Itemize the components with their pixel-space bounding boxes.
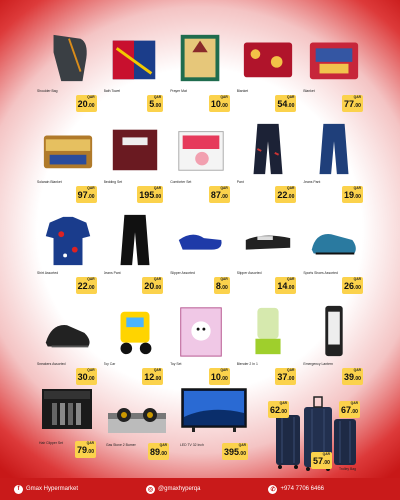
product-desc: Gas Stove 2 Burner: [106, 443, 136, 447]
product-card[interactable]: [302, 25, 369, 116]
product-desc: Emergency Lantern: [303, 362, 333, 366]
product-image: [107, 29, 163, 87]
tv-image: [180, 387, 248, 435]
product-card[interactable]: [302, 116, 369, 207]
price-tag: QAR 79.00: [75, 441, 96, 458]
product-image: [306, 29, 362, 87]
price-currency: QAR: [287, 277, 295, 281]
product-image: [240, 211, 296, 269]
price-currency: QAR: [153, 186, 162, 190]
product-image: [173, 302, 229, 360]
price-tag: [142, 277, 163, 294]
product-image: [40, 120, 96, 178]
product-desc: Blanket: [303, 89, 315, 93]
price-value: 8.00: [215, 280, 228, 291]
product-row: [36, 116, 369, 207]
price-tag: [147, 95, 163, 112]
facebook-icon: f: [14, 485, 23, 494]
product-desc: Toy Car: [103, 362, 116, 366]
price-value: 30.00: [77, 371, 95, 382]
price-value: 22.00: [77, 280, 95, 291]
product-image: [40, 211, 96, 269]
product-gas-stove[interactable]: [106, 403, 168, 443]
price-tag: [209, 95, 230, 112]
product-row: [36, 298, 369, 389]
product-desc: Sneakers Assorted: [37, 362, 66, 366]
product-image: [240, 120, 296, 178]
product-desc: Bedding Set: [103, 180, 123, 184]
product-hair-clipper[interactable]: [38, 383, 96, 455]
price-currency: QAR: [353, 186, 361, 190]
product-card[interactable]: [103, 298, 170, 389]
price-currency: QAR: [220, 186, 228, 190]
price-tag: [275, 277, 296, 294]
price-currency: QAR: [220, 368, 228, 372]
price-value: 14.00: [277, 280, 295, 291]
product-image: [240, 302, 296, 360]
product-card[interactable]: [236, 25, 303, 116]
price-value: 12.00: [144, 371, 162, 382]
footer-bar: [0, 478, 400, 500]
footer-social[interactable]: ◎ @gmaxhyperqa: [147, 486, 201, 493]
price-currency: QAR: [287, 368, 295, 372]
footer-phone[interactable]: ✆ +974 7706 6466: [270, 486, 325, 493]
product-card[interactable]: [302, 207, 369, 298]
price-currency: QAR: [353, 368, 361, 372]
price-tag: QAR 395.00: [222, 443, 248, 460]
product-image: [240, 29, 296, 87]
price-currency: QAR: [87, 277, 95, 281]
price-value: 19.00: [344, 189, 361, 200]
product-card[interactable]: [302, 298, 369, 389]
price-tag: [214, 277, 230, 294]
price-currency: QAR: [220, 277, 228, 281]
price-currency: QAR: [87, 186, 95, 190]
price-tag-3: QAR 57.00: [311, 452, 332, 469]
product-card[interactable]: [169, 298, 236, 389]
product-desc: Solarain Blanket: [37, 180, 62, 184]
product-card[interactable]: [36, 116, 103, 207]
product-row: [36, 25, 369, 116]
price-value: 87.00: [210, 189, 228, 200]
product-desc: Jeans Pant: [303, 180, 321, 184]
price-tag: [342, 277, 363, 294]
product-card[interactable]: [103, 116, 170, 207]
product-image: [173, 211, 229, 269]
phone-icon: ✆: [270, 486, 276, 493]
product-desc: Shoulder Bag: [37, 89, 58, 93]
product-grid: [36, 25, 369, 389]
product-card[interactable]: [169, 25, 236, 116]
price-currency: QAR: [153, 368, 162, 372]
price-value: 195.00: [139, 189, 162, 200]
product-row: [36, 207, 369, 298]
product-desc: Blanket: [236, 89, 249, 93]
product-image: [306, 120, 362, 178]
price-tag: [275, 95, 296, 112]
product-desc: Blender 2 In 1: [236, 362, 258, 366]
price-value: 20.00: [144, 280, 162, 291]
product-image: [107, 302, 163, 360]
price-value: 77.00: [344, 98, 361, 109]
price-tag: [209, 186, 230, 203]
price-currency: QAR: [220, 95, 228, 99]
product-image: [40, 29, 96, 87]
product-desc: Hair Clipper Set: [39, 441, 63, 445]
product-desc: Slipper Assorted: [236, 271, 262, 275]
price-tag: [76, 186, 97, 203]
price-currency: QAR: [287, 186, 295, 190]
product-image: [40, 302, 96, 360]
price-currency: QAR: [87, 95, 95, 99]
product-image: [173, 29, 229, 87]
price-value: 10.00: [210, 371, 228, 382]
instagram-icon: ◎: [147, 486, 154, 493]
product-card[interactable]: [236, 207, 303, 298]
price-tag-1: QAR 62.00: [268, 401, 289, 418]
price-tag: [76, 95, 97, 112]
hair-clipper-image: [38, 383, 96, 441]
product-card[interactable]: [36, 207, 103, 298]
product-card[interactable]: [169, 116, 236, 207]
bottom-row: [36, 383, 369, 478]
product-image: [306, 302, 362, 360]
product-desc: Jeans Pant: [103, 271, 121, 275]
price-currency: QAR: [353, 95, 361, 99]
price-value: 22.00: [277, 189, 295, 200]
price-tag: [76, 277, 97, 294]
price-tag: QAR 89.00: [148, 443, 169, 460]
product-image: [107, 120, 163, 178]
product-card[interactable]: [169, 207, 236, 298]
product-image: [107, 211, 163, 269]
price-tag-2: QAR 67.00: [339, 401, 360, 418]
price-currency: QAR: [353, 277, 361, 281]
price-value: 5.00: [149, 98, 162, 109]
product-desc: Trolley Bag: [339, 467, 357, 471]
product-desc: Pant: [236, 180, 244, 184]
product-desc: LED TV 32 Inch: [180, 443, 204, 447]
product-desc: Slipper Assorted: [170, 271, 195, 275]
product-desc: Bath Towel: [103, 89, 121, 93]
product-card[interactable]: [103, 207, 170, 298]
footer-brand[interactable]: f Gmax Hypermarket: [14, 485, 78, 494]
price-currency: QAR: [153, 277, 162, 281]
price-value: 10.00: [210, 98, 228, 109]
product-card[interactable]: [36, 298, 103, 389]
product-desc: Shirt Assorted: [37, 271, 59, 275]
product-tv[interactable]: [180, 387, 248, 435]
price-currency: QAR: [87, 368, 95, 372]
product-card[interactable]: [236, 116, 303, 207]
product-desc: Comforter Set: [170, 180, 192, 184]
gas-stove-image: [106, 403, 168, 443]
price-currency: QAR: [287, 95, 295, 99]
product-image: [173, 120, 229, 178]
price-currency: QAR: [153, 95, 162, 99]
product-image: [306, 211, 362, 269]
price-value: 54.00: [277, 98, 295, 109]
price-value: 20.00: [77, 98, 95, 109]
product-desc: Toy Set: [170, 362, 182, 366]
product-desc: Prayer Mat: [170, 89, 187, 93]
product-card[interactable]: [103, 25, 170, 116]
product-desc: Sports Shoes Assorted: [303, 271, 338, 275]
price-value: 39.00: [344, 371, 361, 382]
price-tag: [137, 186, 163, 203]
price-value: 26.00: [344, 280, 361, 291]
price-tag: [342, 95, 363, 112]
product-card[interactable]: [236, 298, 303, 389]
product-card[interactable]: [36, 25, 103, 116]
price-value: 97.00: [77, 189, 95, 200]
price-tag: [275, 186, 296, 203]
price-value: 37.00: [277, 371, 295, 382]
price-tag: [342, 186, 363, 203]
